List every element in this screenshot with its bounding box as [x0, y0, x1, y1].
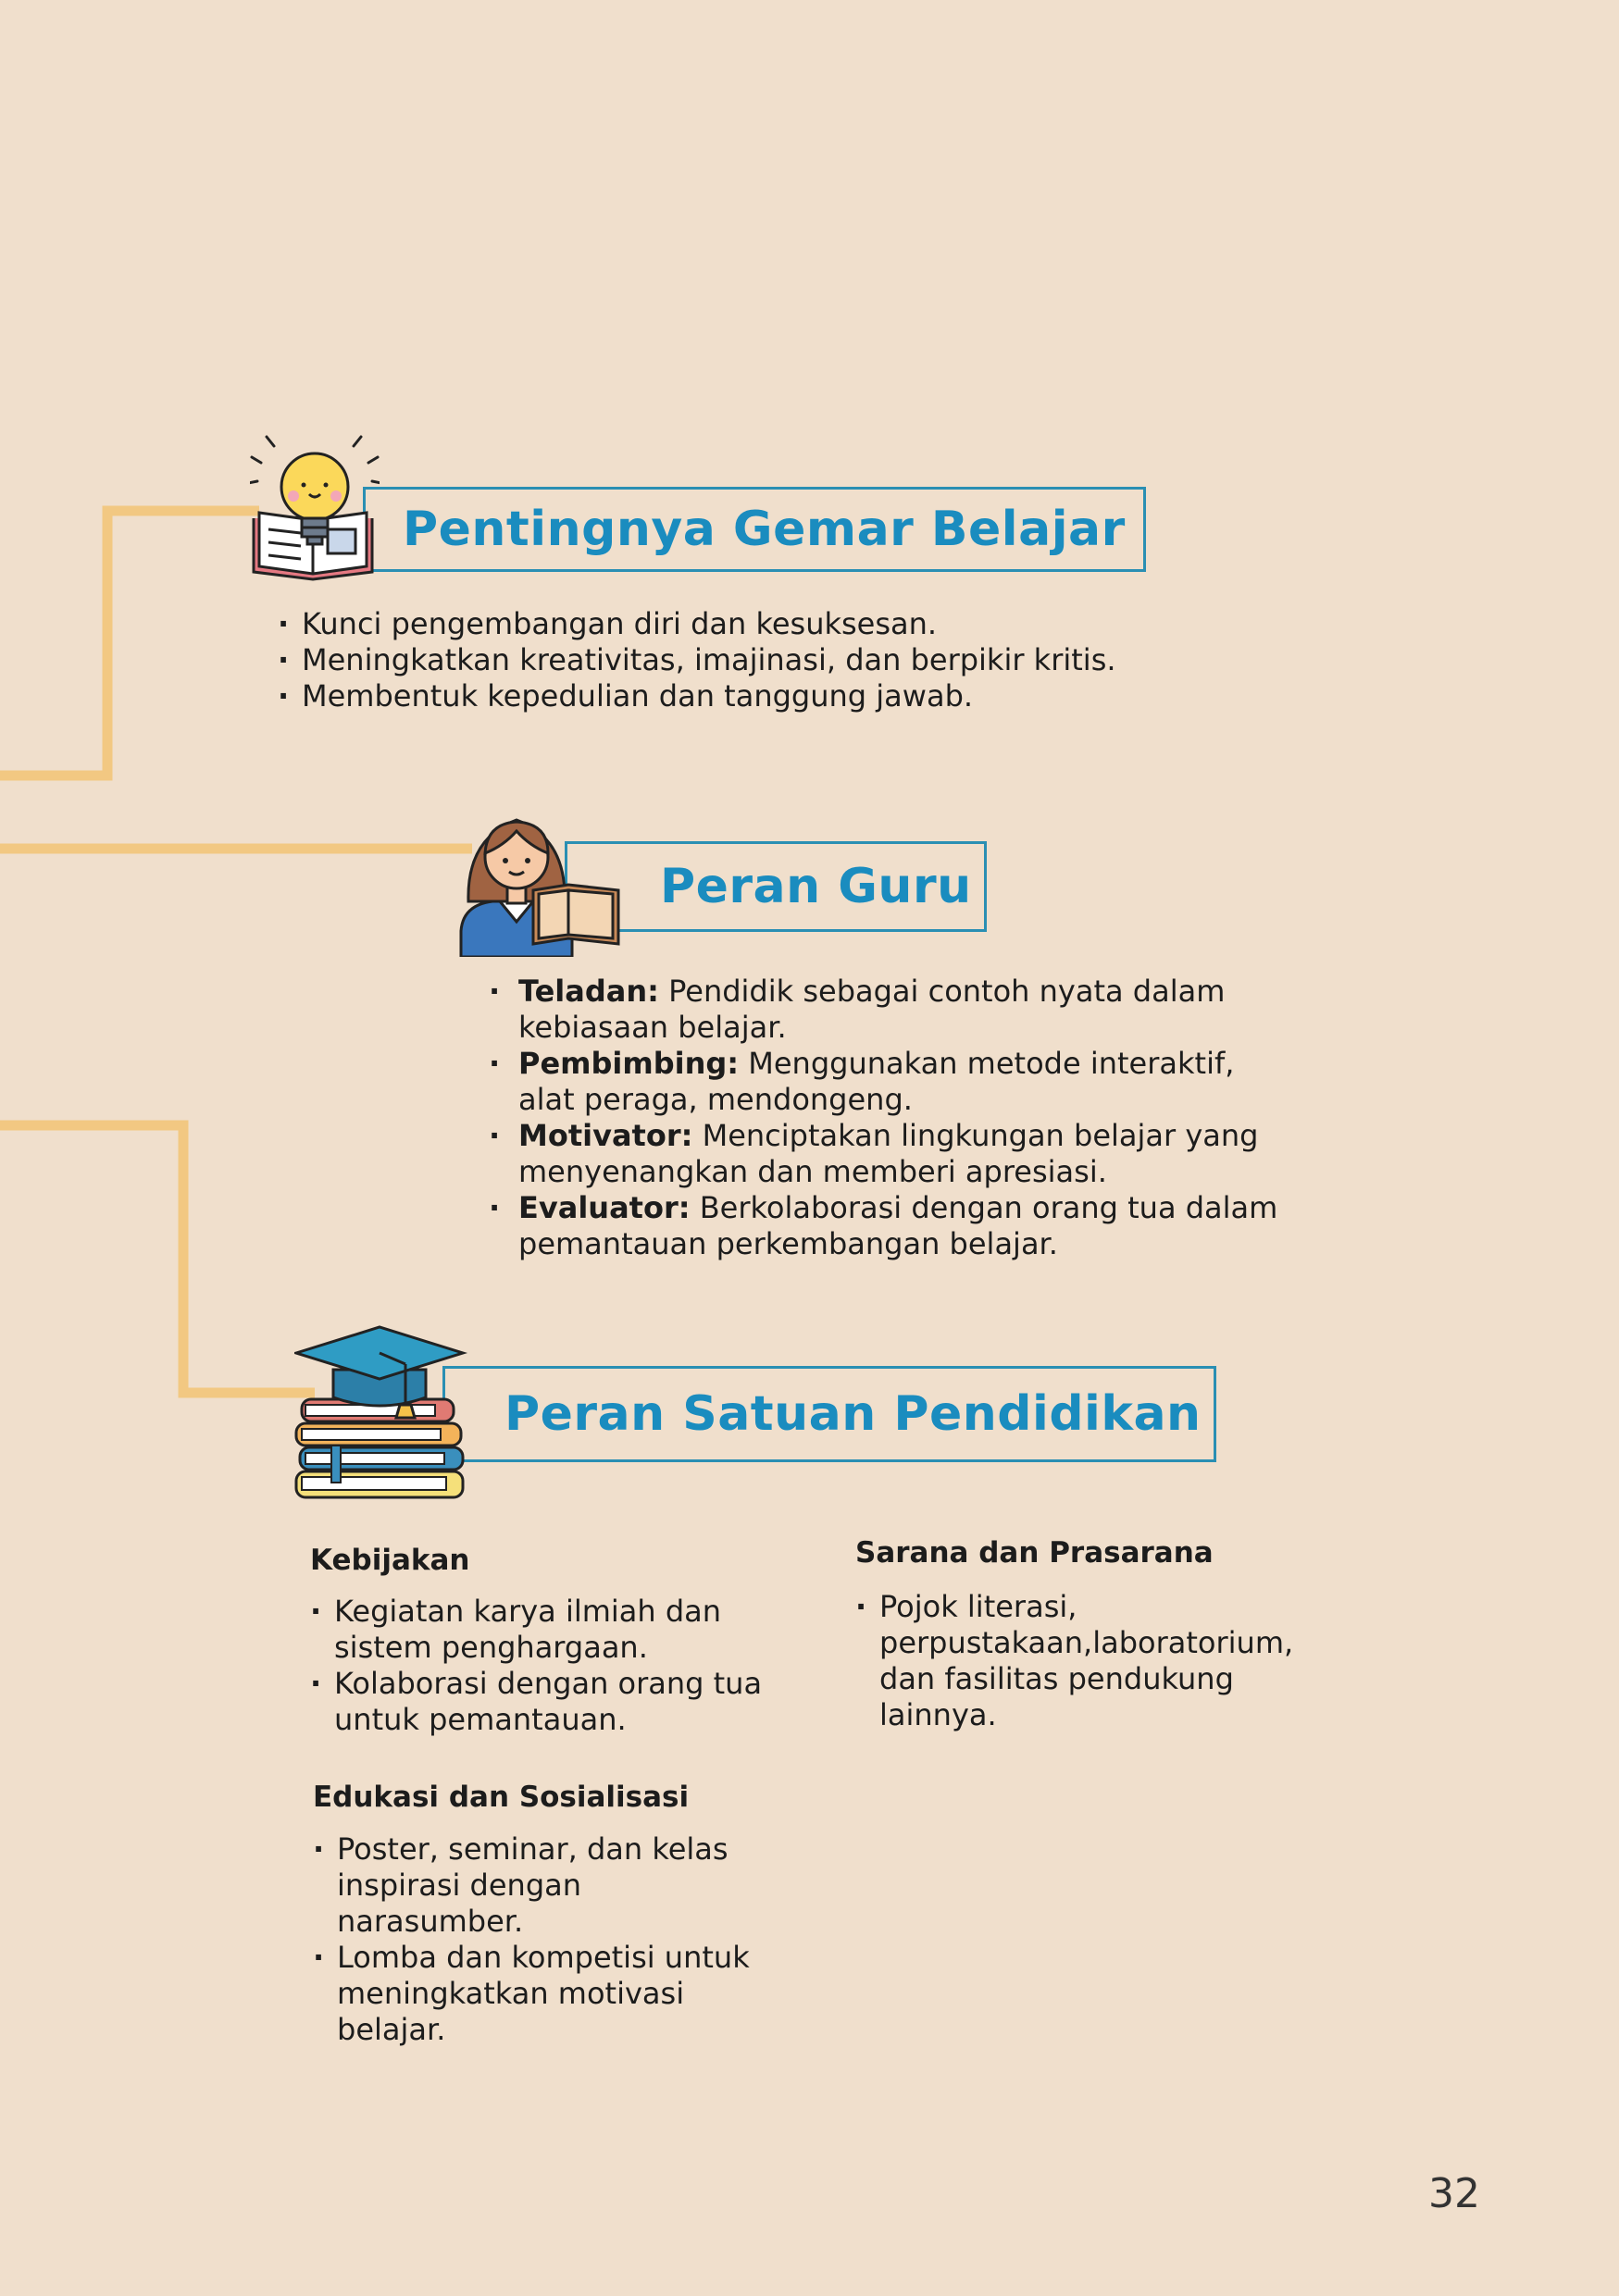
connector-line-1 [0, 511, 259, 776]
section3-heading-box [442, 1366, 1216, 1462]
section1-title: Pentingnya Gemar Belajar [403, 502, 1126, 557]
term-label: Teladan: [518, 974, 659, 1009]
list-item: · Lomba dan kompetisi untuk meningkatkan motivasi belajar. [313, 1940, 776, 2048]
list-item: · Kunci pengembangan diri dan kesuksesan. [278, 606, 1296, 642]
edukasi-bullet-list [313, 1831, 776, 2048]
kebijakan-bullet-list [310, 1594, 773, 1738]
term-description: Berkolaborasi dengan orang tua dalam pemantauan perkembangan belajar. [518, 1190, 1278, 1261]
term-label: Motivator: [518, 1118, 693, 1153]
list-item: · Meningkatkan kreativitas, imajinasi, dan berpikir kritis. [278, 642, 1296, 678]
term-label: Pembimbing: [518, 1046, 740, 1081]
list-item: · Pojok literasi, perpustakaan,laboratorium, dan fasilitas pendukung lainnya. [855, 1589, 1318, 1733]
section1-heading-box [363, 487, 1146, 572]
list-item [489, 1118, 1285, 1190]
term-label: Evaluator: [518, 1190, 691, 1225]
list-item: · Kegiatan karya ilmiah dan sistem penghargaan. [310, 1594, 773, 1666]
section2-bullet-list [489, 974, 1285, 1262]
term-description: Menggunakan metode interaktif, alat peraga, mendongeng. [518, 1046, 1235, 1117]
kebijakan-heading: Kebijakan [310, 1544, 470, 1577]
list-item [489, 1046, 1285, 1118]
section2-title: Peran Guru [660, 859, 972, 914]
list-item: · Membentuk kepedulian dan tanggung jawab. [278, 678, 1296, 714]
list-item: · Kolaborasi dengan orang tua untuk pemantauan. [310, 1666, 773, 1738]
section1-bullet-list [278, 606, 1296, 714]
teacher-reading-icon [459, 792, 621, 957]
lightbulb-book-icon [250, 433, 380, 586]
sarana-bullet-list [855, 1589, 1318, 1733]
list-item [489, 974, 1285, 1046]
sarana-heading: Sarana dan Prasarana [855, 1536, 1214, 1570]
connector-line-3 [0, 1125, 315, 1393]
section3-title: Peran Satuan Pendidikan [504, 1386, 1202, 1442]
list-item [489, 1190, 1285, 1262]
term-description: Menciptakan lingkungan belajar yang menyenangkan dan memberi apresiasi. [518, 1118, 1259, 1189]
term-description: Pendidik sebagai contoh nyata dalam kebiasaan belajar. [518, 974, 1226, 1045]
list-item: · Poster, seminar, dan kelas inspirasi dengan narasumber. [313, 1831, 776, 1940]
graduation-books-icon [294, 1323, 470, 1504]
edukasi-heading: Edukasi dan Sosialisasi [313, 1781, 690, 1814]
section2-heading-box [565, 841, 987, 932]
page-number: 32 [1428, 2170, 1480, 2217]
